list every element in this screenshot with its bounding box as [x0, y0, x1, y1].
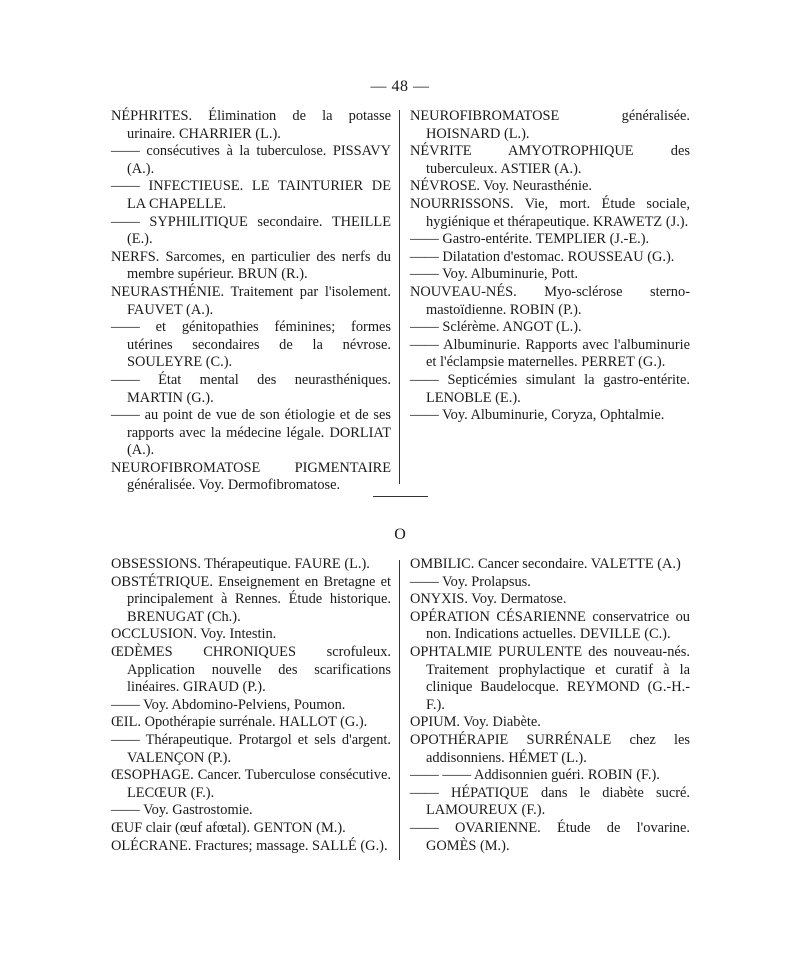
index-column-top-right [410, 108, 690, 425]
index-column-bottom-right [410, 556, 690, 855]
index-entry: OLÉCRANE. Fractures; massage. SALLÉ (G.). [111, 837, 388, 854]
index-entry: OCCLUSION. Voy. Intestin. [111, 626, 277, 643]
index-entry: ONYXIS. Voy. Dermatose. [410, 591, 567, 608]
index-entry: NEURASTHÉNIE. Traitement par l'isolement. FAUVET (A.). [111, 283, 391, 318]
index-entry: OBSESSIONS. Thérapeutique. FAURE (L.). [111, 556, 370, 572]
index-entry: —— État mental des neurasthéniques. MARTIN (G.). [111, 371, 391, 406]
index-entry: —— Thérapeutique. Protargol et sels d'argent. VALENÇON (P.). [111, 731, 391, 766]
index-entry: NOURRISSONS. Vie, mort. Étude sociale, hygiénique et thérapeutique. KRAWETZ (J.). [410, 195, 690, 230]
page-number: — 48 — [370, 78, 430, 95]
index-entry: OBSTÉTRIQUE. Enseignement en Bretagne et principalement à Rennes. Étude historique. BRENUGAT (Ch.). [111, 573, 391, 625]
index-entry: —— Voy. Abdomino-Pelviens, Poumon. [111, 696, 346, 713]
index-entry: —— OVARIENNE. Étude de l'ovarine. GOMÈS (M.). [410, 819, 690, 854]
index-entry: —— SYPHILITIQUE secondaire. THEILLE (E.). [111, 213, 391, 248]
index-entry: NEUROFIBROMATOSE généralisée. HOISNARD (L.). [410, 108, 690, 142]
index-entry: —— au point de vue de son étiologie et de ses rapports avec la médecine légale. DORLIAT (A.). [111, 407, 391, 459]
index-entry: —— Septicémies simulant la gastro-entérite. LENOBLE (E.). [410, 371, 690, 406]
index-entry: —— Voy. Prolapsus. [410, 573, 531, 590]
index-column-bottom-left [111, 556, 391, 855]
index-entry: ŒUF clair (œuf afœtal). GENTON (M.). [111, 819, 346, 836]
index-entry: —— INFECTIEUSE. LE TAINTURIER DE LA CHAPELLE. [111, 178, 391, 212]
index-entry: —— Sclérème. ANGOT (L.). [410, 319, 582, 336]
index-entry: —— consécutives à la tuberculose. PISSAVY (A.). [111, 143, 391, 177]
index-entry: ŒIL. Opothérapie surrénale. HALLOT (G.). [111, 714, 368, 731]
index-entry: NERFS. Sarcomes, en particulier des nerfs du membre supérieur. BRUN (R.). [111, 248, 391, 283]
index-entry: —— Voy. Albuminurie, Pott. [410, 266, 579, 283]
index-entry: —— et génitopathies féminines; formes utérines secondaires de la névrose. SOULEYRE (C.). [111, 319, 391, 371]
index-entry: NÉVRITE AMYOTROPHIQUE des tuberculeux. ASTIER (A.). [410, 143, 690, 177]
index-entry: OPOTHÉRAPIE SURRÉNALE chez les addisonniens. HÉMET (L.). [410, 731, 690, 766]
index-entry: ŒSOPHAGE. Cancer. Tuberculose consécutive. LECŒUR (F.). [111, 767, 391, 801]
index-entry: NÉVROSE. Voy. Neurasthénie. [410, 178, 592, 195]
index-entry: —— Albuminurie. Rapports avec l'albuminurie et l'éclampsie maternelles. PERRET (G.). [410, 336, 690, 371]
index-entry: OPÉRATION CÉSARIENNE conservatrice ou non. Indications actuelles. DEVILLE (C.). [410, 608, 690, 643]
index-entry: —— Voy. Gastrostomie. [111, 802, 253, 819]
index-entry: —— Voy. Albuminurie, Coryza, Ophtalmie. [410, 407, 665, 424]
section-letter: O [394, 526, 406, 543]
index-entry: —— Gastro-entérite. TEMPLIER (J.-E.). [410, 231, 650, 248]
index-entry: —— Dilatation d'estomac. ROUSSEAU (G.). [410, 248, 675, 265]
index-column-top-left [111, 108, 391, 495]
index-entry: NOUVEAU-NÉS. Myo-sclérose sterno-mastoïdienne. ROBIN (P.). [410, 283, 690, 318]
index-entry: NEUROFIBROMATOSE PIGMENTAIRE généralisée. Voy. Dermofibromatose. [111, 459, 391, 494]
index-entry: OPIUM. Voy. Diabète. [410, 714, 541, 731]
column-divider-bottom [399, 560, 400, 860]
index-entry: NÉPHRITES. Élimination de la potasse urinaire. CHARRIER (L.). [111, 108, 391, 142]
column-divider-top [399, 110, 400, 484]
index-entry: —— —— Addisonnien guéri. ROBIN (F.). [410, 767, 660, 784]
index-entry: ŒDÈMES CHRONIQUES scrofuleux. Application nouvelle des scarifications linéaires. GIRAUD (P.). [111, 643, 391, 696]
section-separator [373, 496, 428, 497]
index-entry: OMBILIC. Cancer secondaire. VALETTE (A.) [410, 556, 681, 572]
index-entry: OPHTALMIE PURULENTE des nouveau-nés. Traitement prophylactique et curatif à la clinique Baudelocque. REYMOND (G.-H.-F.). [410, 643, 690, 713]
index-entry: —— HÉPATIQUE dans le diabète sucré. LAMOUREUX (F.). [410, 784, 690, 819]
